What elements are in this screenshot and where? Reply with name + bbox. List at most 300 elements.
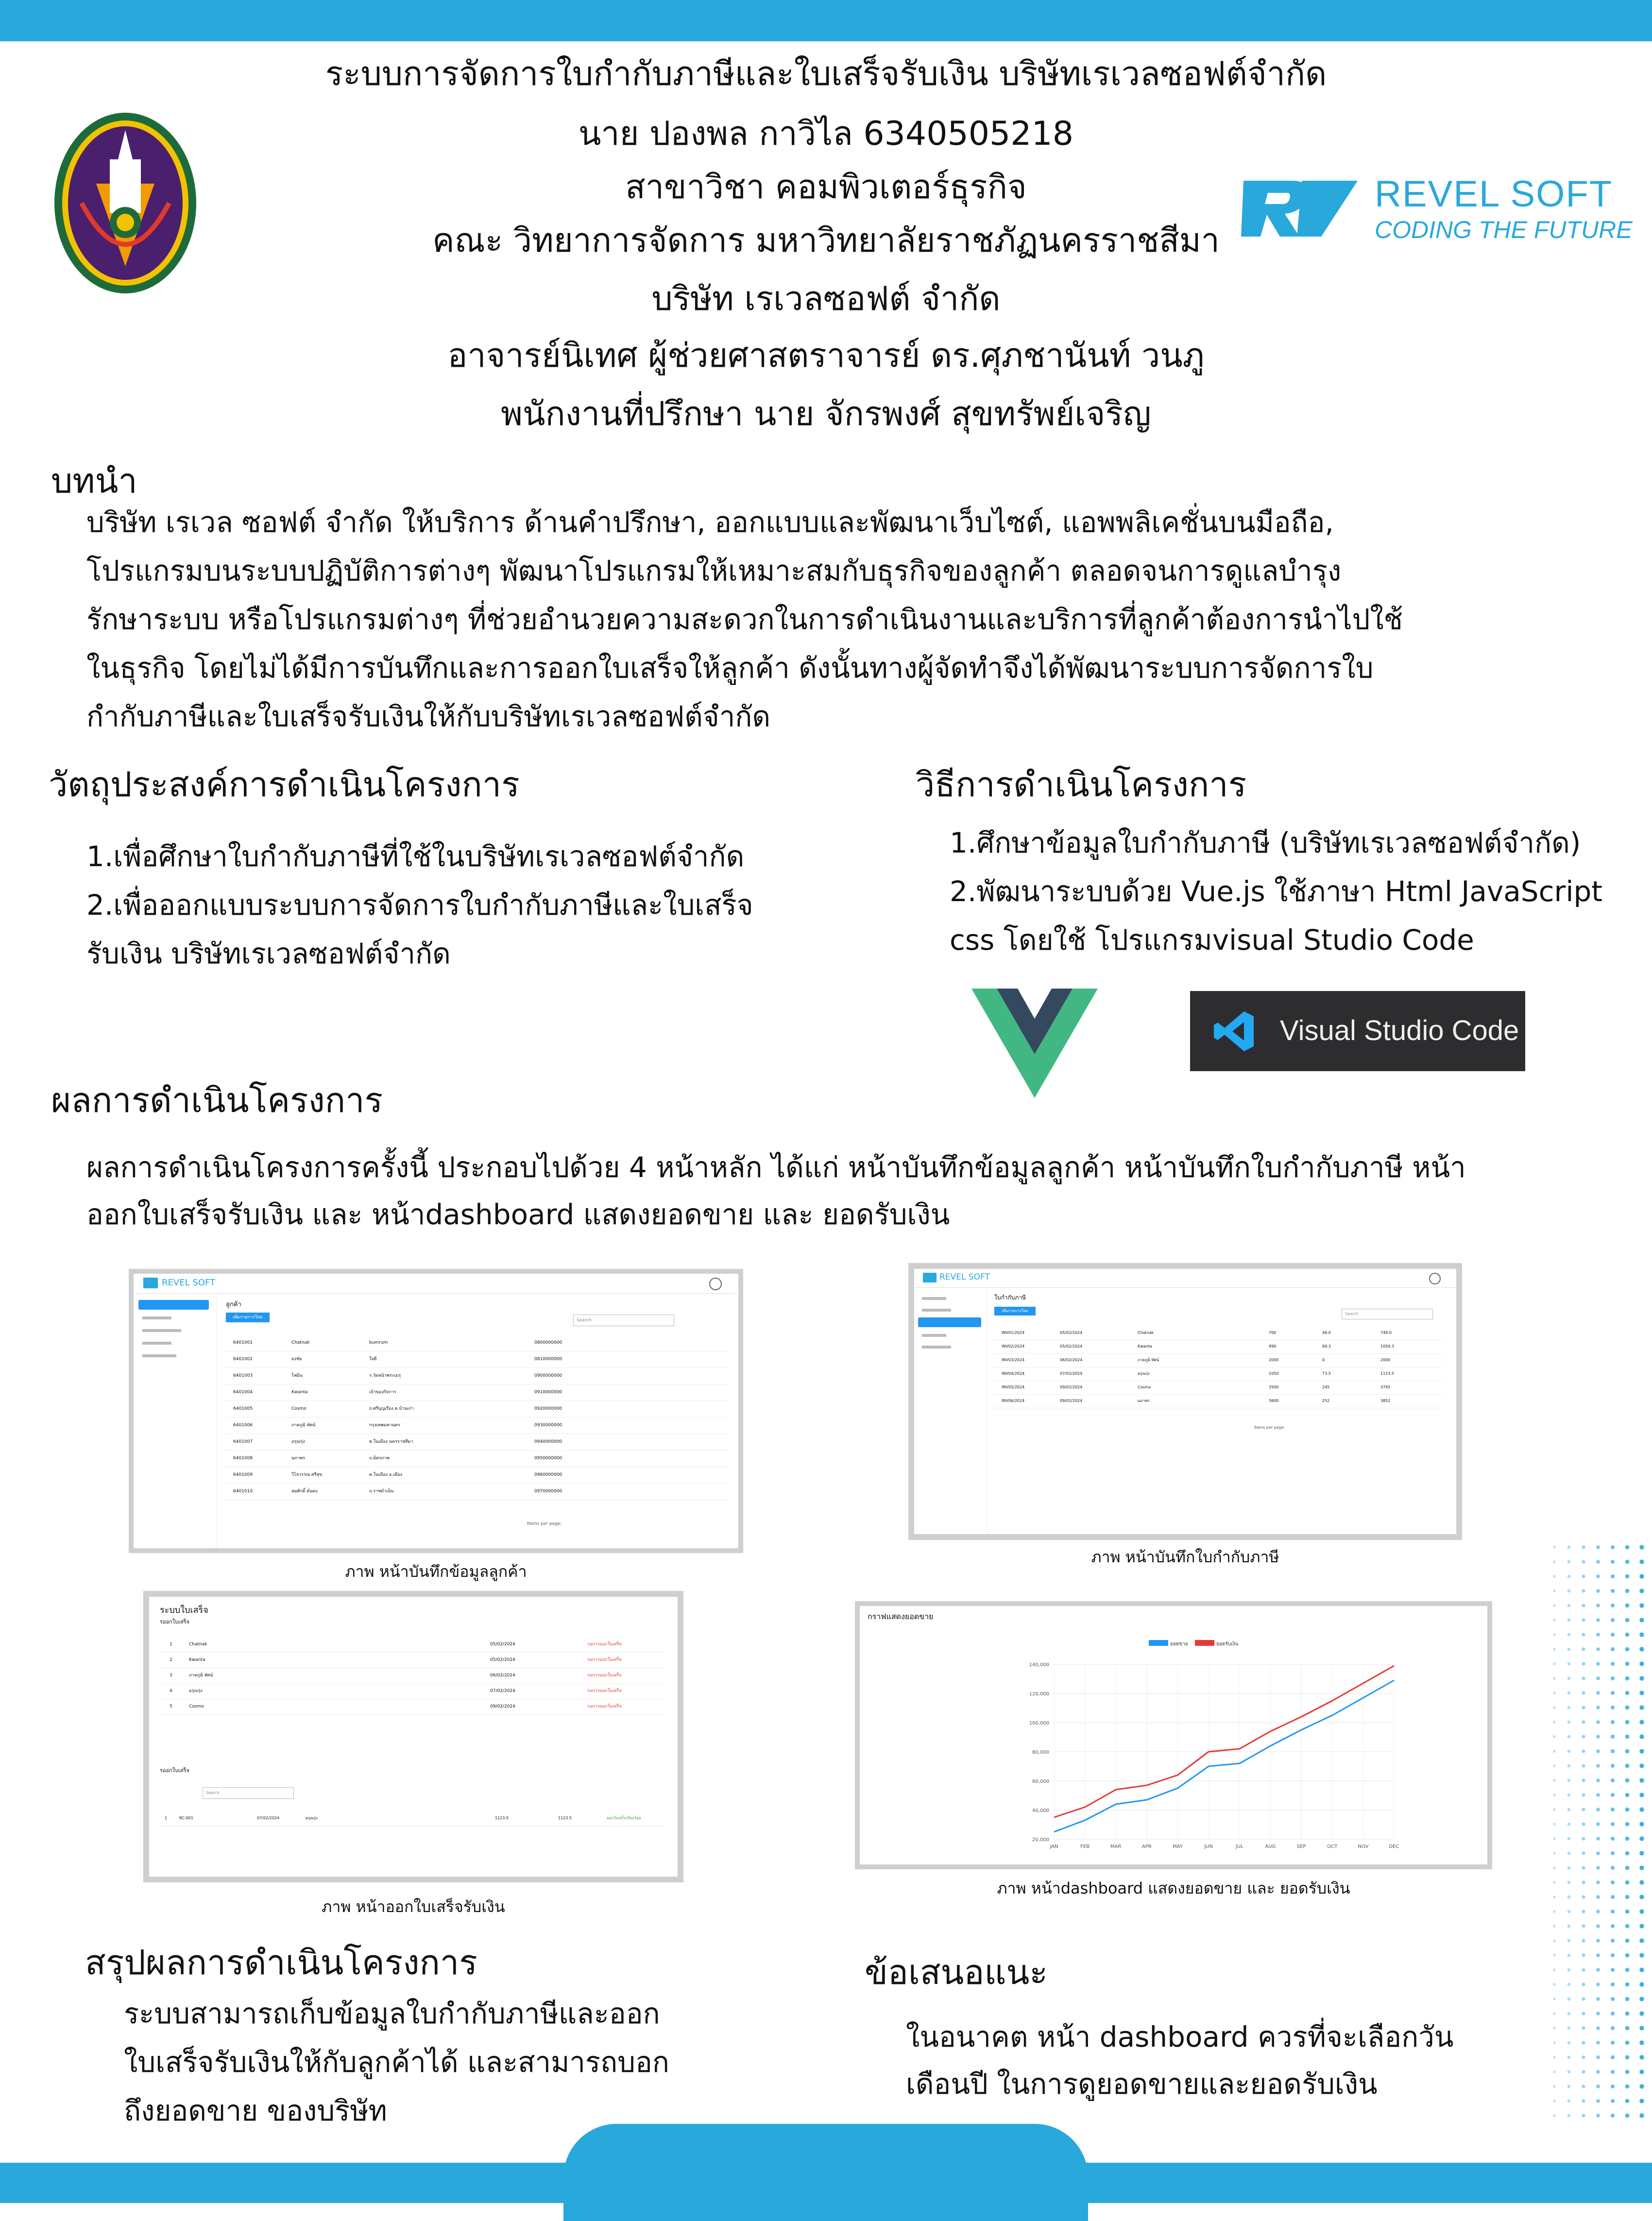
decorative-dot [1639, 1661, 1644, 1666]
decorative-dot [1639, 1705, 1644, 1709]
decorative-dot [1625, 1647, 1630, 1652]
table-cell: 0 [1322, 1358, 1325, 1362]
table-cell: 0920000000 [534, 1406, 562, 1411]
decorative-dot [1553, 1735, 1556, 1738]
decorative-dot [1567, 2041, 1571, 2045]
taxinvoice-sidebar [914, 1287, 988, 1534]
decorative-dot [1639, 1953, 1644, 1957]
table-cell: รอการออกใบเสร็จ [587, 1704, 622, 1709]
decorative-dot [1596, 1910, 1600, 1913]
decorative-dot [1611, 1735, 1615, 1739]
table-row[interactable] [223, 1367, 729, 1384]
table-cell: 1 [170, 1642, 172, 1647]
decorative-dot [1611, 2099, 1615, 2103]
decorative-dot [1625, 1793, 1630, 1797]
table-cell: Kwanta [1138, 1344, 1152, 1349]
app-logo-text: REVEL SOFT [939, 1272, 990, 1282]
student-name: นาย ปองพล กาวิไล 6340505218 [578, 115, 1074, 153]
table-cell: รอการออกใบเสร็จ [587, 1642, 622, 1647]
decorative-dot [1639, 1938, 1644, 1943]
table-row[interactable] [223, 1483, 729, 1500]
vscode-label: Visual Studio Code [1280, 1015, 1519, 1046]
taxinvoice-items-per-page: Items per page: [1254, 1425, 1285, 1430]
sidebar-item[interactable] [142, 1316, 171, 1319]
conclusion-line: ถึงยอดขาย ของบริษัท [124, 2094, 387, 2127]
table-row[interactable] [160, 1637, 665, 1653]
table-cell: Chatnak [1138, 1331, 1154, 1335]
decorative-dot [1639, 2026, 1644, 2030]
receipt-search-input[interactable]: Search [203, 1787, 294, 1799]
table-row[interactable] [992, 1326, 1444, 1340]
decorative-dot [1596, 1647, 1600, 1651]
x-tick-label: FEB [1080, 1844, 1090, 1849]
decorative-dot [1582, 1735, 1585, 1738]
add-invoice-button[interactable]: เพิ่มรายการใหม่ [994, 1307, 1036, 1316]
x-tick-label: JUL [1235, 1844, 1243, 1849]
decorative-dot [1567, 2056, 1571, 2059]
decorative-dot [1553, 1925, 1556, 1928]
table-cell: INV01/2024 [1002, 1331, 1025, 1335]
decorative-dot [1582, 1953, 1585, 1957]
decorative-dot [1639, 1982, 1644, 1986]
decorative-dot [1582, 1749, 1585, 1753]
table-row[interactable] [992, 1340, 1444, 1354]
decorative-dot [1611, 1604, 1615, 1607]
decorative-dot [1567, 1604, 1571, 1607]
decorative-dot [1611, 1545, 1615, 1549]
decorative-dot [1596, 1866, 1600, 1870]
decorative-dot [1567, 1808, 1571, 1811]
decorative-dot [1625, 2070, 1630, 2074]
results-heading: ผลการดำเนินโครงการ [51, 1080, 383, 1120]
decorative-dot [1639, 1559, 1644, 1564]
decorative-dot [1596, 1997, 1600, 2001]
decorative-dot [1553, 2041, 1556, 2044]
decorative-dot [1596, 1560, 1600, 1564]
decorative-dot [1553, 1764, 1556, 1767]
table-cell: Cosmo [291, 1406, 307, 1411]
decorative-dot [1567, 1823, 1571, 1826]
decorative-dot [1567, 1837, 1571, 1841]
table-row[interactable] [223, 1334, 729, 1351]
decorative-dot [1582, 1793, 1585, 1796]
series-line [1054, 1680, 1394, 1832]
sidebar-item[interactable] [142, 1354, 176, 1357]
decorative-dot [1582, 1939, 1585, 1942]
table-row[interactable] [223, 1467, 729, 1484]
sidebar-item-customers[interactable] [138, 1300, 209, 1310]
decorative-dot [1611, 1793, 1615, 1797]
sidebar-item[interactable] [922, 1346, 951, 1349]
decorative-dot [1611, 2026, 1615, 2030]
table-cell: 3500 [1269, 1385, 1279, 1389]
table-cell: ถ.ราชดำเนิน [369, 1489, 394, 1494]
decorative-dot [1625, 1997, 1630, 2001]
decorative-dot [1611, 1982, 1615, 1986]
table-cell: รอการออกใบเสร็จ [587, 1673, 622, 1678]
decorative-dot [1625, 1574, 1630, 1579]
decorative-dot [1639, 1691, 1644, 1695]
decorative-dot [1567, 1939, 1571, 1943]
table-cell: โฟอิน [291, 1373, 303, 1378]
table-cell: รอการออกใบเสร็จ [587, 1657, 622, 1662]
decorative-dot [1596, 1851, 1600, 1855]
decorative-dot [1611, 1574, 1615, 1578]
table-row[interactable] [160, 1683, 665, 1699]
decorative-dot [1567, 1954, 1571, 1957]
table-cell: 1 [165, 1816, 168, 1820]
decorative-dot [1596, 1545, 1600, 1549]
decorative-dot [1582, 1997, 1585, 2000]
decorative-dot [1567, 1779, 1571, 1782]
advisor: อาจารย์นิเทศ ผู้ช่วยศาสตราจารย์ ดร.ศุภชานันท์ วนภู [447, 337, 1205, 375]
sidebar-item[interactable] [922, 1334, 946, 1337]
conclusion-heading: สรุปผลการดำเนินโครงการ [85, 1943, 477, 1982]
decorative-dot [1582, 1647, 1585, 1651]
receipt-pending-heading: รออกใบเสร็จ [160, 1619, 189, 1625]
table-cell: 0910000000 [534, 1390, 562, 1395]
decorative-dot [1553, 2056, 1556, 2059]
decorative-dot [1553, 1808, 1556, 1811]
decorative-dot [1582, 1866, 1585, 1869]
table-cell: ภาคภูมิ ทัศน์ [291, 1423, 316, 1428]
decorative-dot [1639, 1851, 1644, 1855]
decorative-dot [1582, 1691, 1585, 1694]
decorative-dot [1611, 1924, 1615, 1928]
decorative-dot [1596, 1691, 1600, 1695]
intro-line: รักษาระบบ หรือโปรแกรมต่างๆ ที่ช่วยอำนวยความสะดวกในการดำเนินงานและบริการที่ลูกค้าต้องการนำไปใช้ [86, 603, 1403, 636]
sidebar-item-taxinvoice[interactable] [918, 1317, 981, 1327]
table-cell: Chatnak [291, 1340, 310, 1345]
decorative-dot [1596, 1735, 1600, 1739]
decorative-dot [1567, 2100, 1571, 2103]
decorative-dot [1596, 2012, 1600, 2016]
decorative-dot [1582, 1895, 1585, 1898]
decorative-dot [1639, 2099, 1644, 2103]
decorative-dot [1567, 1546, 1571, 1549]
table-cell: 6401003 [233, 1373, 253, 1378]
x-tick-label: MAR [1110, 1844, 1122, 1849]
decorative-dot [1567, 1983, 1571, 1986]
decorative-dot [1639, 1880, 1644, 1884]
decorative-dot [1567, 1691, 1571, 1695]
table-cell: ธงชัย [291, 1357, 302, 1362]
decorative-dot [1582, 1604, 1585, 1607]
decorative-dot [1596, 1633, 1600, 1637]
table-row[interactable] [223, 1434, 729, 1451]
table-cell: 4 [170, 1689, 172, 1693]
decorative-dot [1567, 1662, 1571, 1666]
top-banner [0, 0, 1652, 41]
decorative-dot [1582, 2070, 1585, 2073]
table-cell: 1123.5 [1380, 1371, 1394, 1376]
table-cell: 6401008 [233, 1456, 253, 1461]
decorative-dot [1611, 1910, 1615, 1913]
decorative-dot [1596, 1968, 1600, 1972]
decorative-dot [1567, 1633, 1571, 1637]
decorative-dot [1567, 1998, 1571, 2001]
caption-receipt: ภาพ หน้าออกใบเสร็จรับเงิน [322, 1897, 505, 1916]
account-icon[interactable] [1429, 1273, 1441, 1284]
decorative-dot [1567, 1735, 1571, 1739]
decorative-dot [1639, 2040, 1644, 2045]
decorative-dot [1625, 1691, 1630, 1695]
table-row[interactable] [223, 1351, 729, 1368]
table-cell: 700 [1269, 1331, 1277, 1335]
decorative-dot [1553, 1852, 1556, 1855]
decorative-dot [1567, 1881, 1571, 1884]
table-row[interactable] [160, 1652, 665, 1668]
table-cell: 6401001 [233, 1340, 253, 1345]
decorative-dot [1611, 2070, 1615, 2074]
decorative-dot [1625, 2055, 1630, 2060]
decorative-dot [1582, 1764, 1585, 1767]
sidebar-item[interactable] [142, 1329, 181, 1332]
decorative-dot [1596, 1618, 1600, 1622]
table-cell: 05/02/2024 [1060, 1344, 1083, 1349]
intro-line: โปรแกรมบนระบบปฏิบัติการต่างๆ พัฒนาโปรแกรมให้เหมาะสมกับธุรกิจของลูกค้า ตลอดจนการดูแลบำรุง [86, 554, 1342, 587]
decorative-dot [1567, 1575, 1571, 1578]
decorative-dot [1567, 2070, 1571, 2074]
decorative-dot [1596, 1604, 1600, 1607]
table-row[interactable] [223, 1417, 729, 1434]
table-cell: อรุณรุ่ง [291, 1439, 305, 1444]
account-icon[interactable] [709, 1278, 722, 1290]
decorative-dot [1567, 1794, 1571, 1797]
decorative-dot [1625, 1837, 1630, 1841]
faculty: คณะ วิทยาการจัดการ มหาวิทยาลัยราชภัฏนครราชสีมา [432, 222, 1220, 260]
decorative-dot [1639, 1545, 1644, 1549]
taxinvoice-appbar [914, 1269, 1456, 1288]
table-cell: อรุณรุ่ง [189, 1689, 203, 1693]
decorative-dot [1611, 1895, 1615, 1899]
table-row[interactable] [160, 1699, 665, 1715]
table-row[interactable] [160, 1668, 665, 1684]
decorative-dot [1625, 2012, 1630, 2016]
caption-dashboard: ภาพ หน้าdashboard แสดงยอดขาย และ ยอดรับเงิน [997, 1879, 1350, 1897]
decorative-dot [1553, 1721, 1556, 1724]
decorative-dot [1553, 1939, 1556, 1942]
table-cell: วิไลวรรณ ศรีสุข [291, 1472, 323, 1477]
decorative-dot [1596, 1662, 1600, 1666]
sidebar-item[interactable] [922, 1297, 946, 1300]
decorative-dot [1639, 1676, 1644, 1680]
decorative-dot [1567, 2027, 1571, 2030]
decorative-dot [1553, 1619, 1556, 1622]
table-cell: นภาพร [1138, 1399, 1150, 1403]
table-cell: 245 [1322, 1385, 1330, 1389]
decorative-dot [1639, 1734, 1644, 1739]
decorative-dot [1639, 1618, 1644, 1622]
conclusion-line: ใบเสร็จรับเงินให้กับลูกค้าได้ และสามารถบอก [124, 2046, 669, 2079]
table-cell: 69.3 [1322, 1344, 1331, 1349]
decorative-dot [1582, 1662, 1585, 1665]
decorative-dot [1553, 2100, 1556, 2102]
decorative-dot [1553, 1546, 1556, 1549]
table-row[interactable] [223, 1401, 729, 1418]
table-cell: 49.0 [1322, 1331, 1331, 1335]
decorative-dot [1639, 2055, 1644, 2059]
decorative-dot [1596, 1880, 1600, 1884]
table-row[interactable] [160, 1811, 665, 1827]
vuejs-logo-icon [971, 989, 1098, 1098]
table-cell: 09/02/2024 [1060, 1385, 1083, 1389]
decorative-dot [1639, 1909, 1644, 1913]
x-tick-label: JUN [1204, 1844, 1213, 1849]
decorative-dot [1611, 1866, 1615, 1870]
receipt-window [149, 1597, 678, 1877]
bottom-banner [0, 2163, 1652, 2203]
table-cell: 05/02/2024 [490, 1642, 515, 1647]
decorative-dot [1625, 1910, 1630, 1914]
decorative-dot [1582, 1618, 1585, 1622]
decorative-dot [1553, 1750, 1556, 1753]
decorative-dot [1611, 1749, 1615, 1753]
table-row[interactable] [992, 1367, 1444, 1381]
decorative-dot [1596, 2026, 1600, 2030]
customers-title: ลูกค้า [226, 1301, 241, 1308]
decorative-dot [1611, 1589, 1615, 1593]
decorative-dot [1639, 1778, 1644, 1782]
decorative-dot [1567, 1764, 1571, 1768]
decorative-dot [1625, 1662, 1630, 1666]
vscode-badge [1190, 991, 1525, 1071]
decorative-dot [1567, 1866, 1571, 1870]
decorative-dot [1596, 1895, 1600, 1899]
table-cell: ถ.ศรีบุญเรือง ต.บ้านเก่า [369, 1406, 414, 1411]
decorative-dot [1553, 2027, 1556, 2030]
taxinvoice-title: ใบกำกับภาษี [994, 1294, 1026, 1301]
table-cell: 07/02/2024 [490, 1689, 515, 1693]
decorative-dot [1582, 1910, 1585, 1913]
x-tick-label: JAN [1050, 1844, 1058, 1849]
decorative-dot [1611, 2012, 1615, 2016]
decorative-dot [1611, 1968, 1615, 1972]
table-row[interactable] [992, 1353, 1444, 1367]
decorative-dot [1553, 1648, 1556, 1651]
decorative-dot [1582, 1822, 1585, 1826]
decorative-dot [1625, 1808, 1630, 1812]
table-cell: 1123.5 [558, 1816, 572, 1820]
table-cell: 1050 [1269, 1371, 1279, 1376]
decorative-dot [1639, 1647, 1644, 1651]
sidebar-item[interactable] [142, 1342, 171, 1345]
table-cell: Kwanta [189, 1657, 205, 1662]
screenshot-customers [129, 1269, 743, 1553]
decorative-dot [1611, 1560, 1615, 1564]
table-row[interactable] [992, 1381, 1444, 1395]
suggestion-line: ในอนาคต หน้า dashboard ควรที่จะเลือกวัน [906, 2020, 1454, 2053]
taxinvoice-window [914, 1269, 1456, 1534]
decorative-dot [1567, 1619, 1571, 1622]
decorative-dot [1639, 1865, 1644, 1870]
decorative-dot [1553, 1968, 1556, 1971]
table-cell: เจ้าของกิจการ [369, 1390, 396, 1395]
decorative-dot [1596, 1676, 1600, 1680]
decorative-dot [1625, 1633, 1630, 1637]
conclusion-line: ระบบสามารถเก็บข้อมูลใบกำกับภาษีและออก [124, 1997, 660, 2030]
table-row[interactable] [223, 1384, 729, 1401]
taxinvoice-search-input[interactable]: Search [1342, 1309, 1433, 1319]
table-cell: 0810000000 [534, 1357, 562, 1362]
decorative-dot [1596, 2114, 1600, 2118]
decorative-dot [1611, 1939, 1615, 1943]
receipt-issued-heading: รออกใบเสร็จ [160, 1767, 189, 1774]
decorative-dot [1553, 1691, 1556, 1694]
decorative-dot [1611, 1808, 1615, 1811]
table-row[interactable] [223, 1450, 729, 1467]
decorative-dot [1611, 2084, 1615, 2088]
decorative-dot [1625, 1735, 1630, 1739]
decorative-dot [1582, 2041, 1585, 2044]
decorative-dot [1567, 1925, 1571, 1928]
table-cell: 09/02/2024 [1060, 1399, 1083, 1403]
decorative-dot [1625, 1778, 1630, 1783]
decorative-dot [1611, 1880, 1615, 1884]
decorative-dot [1553, 1589, 1556, 1592]
decorative-dot [1639, 1589, 1644, 1593]
decorative-dot [1625, 2041, 1630, 2045]
decorative-dot [1596, 2041, 1600, 2045]
decorative-dot [1596, 1924, 1600, 1928]
decorative-dot [1611, 1778, 1615, 1782]
caption-customers: ภาพ หน้าบันทึกข้อมูลลูกค้า [345, 1562, 527, 1581]
add-customer-button[interactable]: เพิ่มรายการใหม่ [226, 1313, 270, 1322]
table-cell: สมศักดิ์ มั่นคง [291, 1489, 318, 1494]
decorative-dot [1639, 2113, 1644, 2118]
decorative-dot [1611, 1618, 1615, 1622]
revel-soft-tagline: CODING THE FUTURE [1375, 216, 1633, 243]
decorative-dot [1639, 1967, 1644, 1972]
decorative-dot [1582, 1589, 1585, 1592]
decorative-dot [1553, 1837, 1556, 1840]
table-row[interactable] [992, 1394, 1444, 1408]
table-cell: ภาคภูมิ ทัศน์ [189, 1673, 213, 1678]
legend-swatch [1149, 1640, 1168, 1646]
table-cell: ใจดี [369, 1357, 377, 1362]
decorative-dot [1582, 1545, 1585, 1549]
decorative-dot [1582, 1633, 1585, 1636]
decorative-dot [1582, 2099, 1585, 2102]
decorative-dot [1596, 2055, 1600, 2059]
decorative-dot [1639, 2069, 1644, 2074]
x-tick-label: AUG [1265, 1844, 1276, 1849]
decorative-dot [1582, 2114, 1585, 2117]
decorative-dot [1553, 1662, 1556, 1665]
table-cell: 05/02/2024 [490, 1657, 515, 1662]
table-cell: นภาพร [291, 1456, 305, 1461]
table-cell: 1123.5 [495, 1816, 509, 1820]
decorative-dot [1625, 1560, 1630, 1564]
table-cell: ภาคภูมิ ทัศน์ [1138, 1358, 1159, 1362]
sidebar-item[interactable] [922, 1309, 951, 1312]
table-cell: 6401005 [233, 1406, 253, 1411]
decorative-dot [1567, 1750, 1571, 1753]
receipt-title: ระบบใบเสร็จ [160, 1605, 208, 1615]
dashboard-title: กราฟแสดงยอดขาย [868, 1612, 934, 1621]
decorative-dot [1596, 2070, 1600, 2074]
decorative-dot [1553, 2085, 1556, 2088]
revel-soft-name: REVEL SOFT [1375, 173, 1613, 215]
decorative-dot [1625, 1968, 1630, 1972]
decorative-dot [1596, 1939, 1600, 1943]
screenshot-dashboard [855, 1601, 1492, 1869]
decorative-dot [1582, 1706, 1585, 1709]
decorative-dot [1553, 2114, 1556, 2117]
major: สาขาวิชา คอมพิวเตอร์ธุรกิจ [625, 168, 1027, 206]
decorative-dot [1582, 2026, 1585, 2030]
customers-search-input[interactable]: Search [573, 1315, 674, 1326]
